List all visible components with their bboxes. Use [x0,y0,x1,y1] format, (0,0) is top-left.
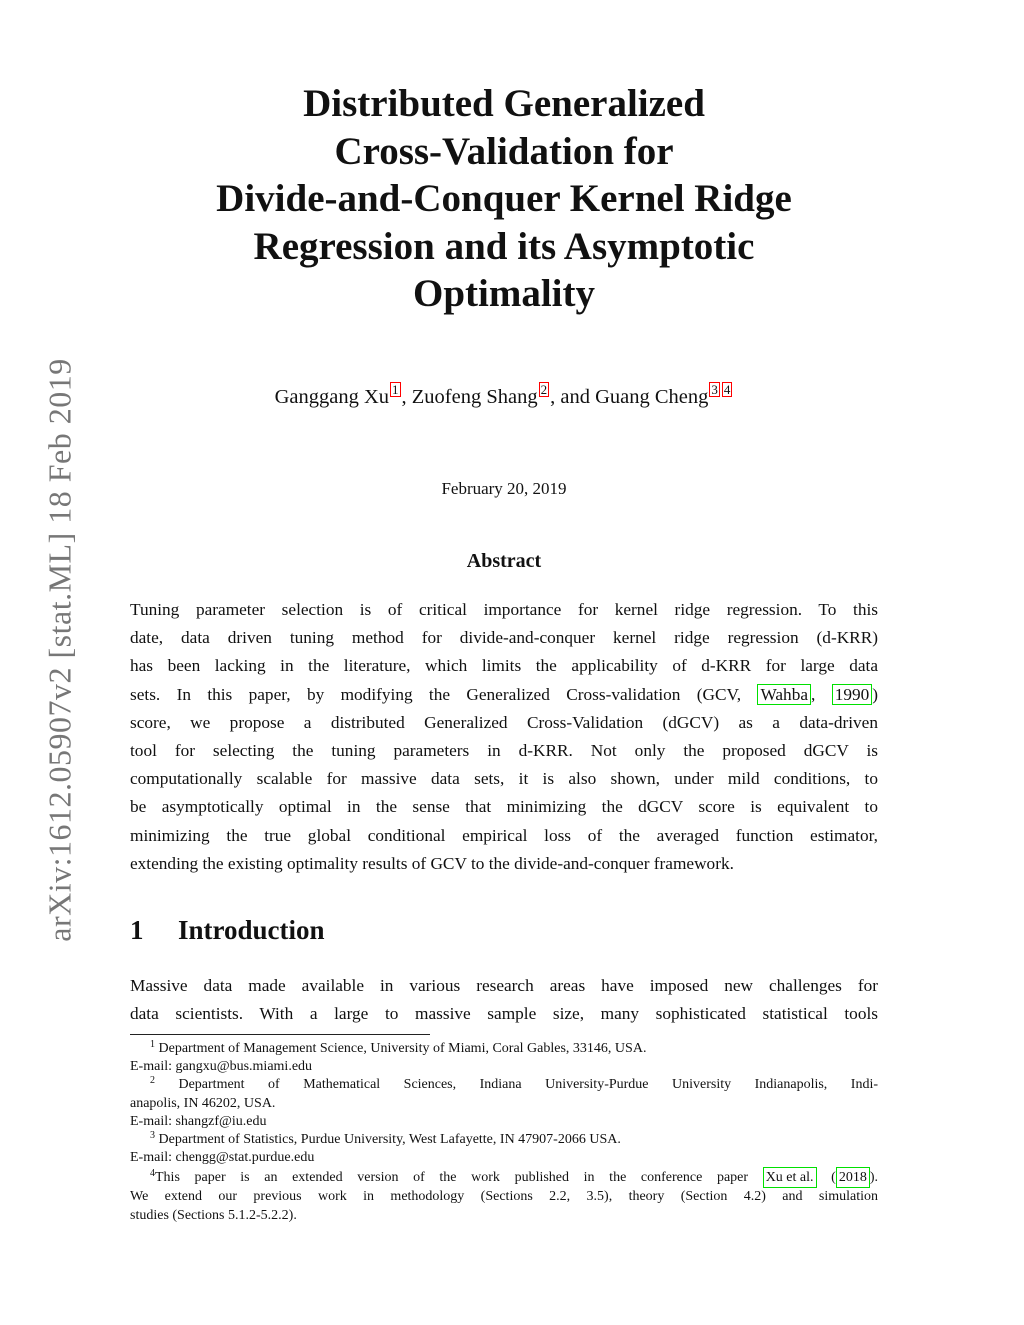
title-line: Optimality [413,272,595,315]
footnote-link-2[interactable]: 2 [540,382,548,397]
footnote-text: ). [869,1170,878,1186]
footnote-text: Department of Management Science, University of Miami, Coral Gables, 33146, USA. [155,1041,647,1056]
footnote-rule [130,1034,430,1035]
citation-link-2018[interactable]: 2018 [836,1167,870,1188]
abstract-line: score, we propose a distributed Generalized Cross-Validation (dGCV) as a data-driven [130,712,878,732]
abstract-line: minimizing the true global conditional empirical loss of the averaged function estimator, [130,825,878,845]
abstract-body [130,596,878,878]
body-line: Massive data made available in various research areas have imposed new challenges for [130,976,878,995]
footnote-link-1[interactable]: 1 [392,382,399,397]
footnote-text: ( [816,1170,836,1186]
abstract-line: computationally scalable for massive data sets, it is also shown, under mild conditions, to [130,769,878,789]
abstract-line: extending the existing optimality results of GCV to the divide-and-conquer framework. [130,853,734,873]
footnote-text: studies (Sections 5.1.2-5.2.2). [130,1207,297,1223]
paper-title [130,80,878,318]
abstract-text: ) [872,684,879,704]
footnote-email: E-mail: chengg@stat.purdue.edu [130,1150,315,1166]
footnote-email: E-mail: gangxu@bus.miami.edu [130,1059,313,1075]
author-name: , and Guang Cheng [550,386,709,408]
footnote-1 [130,1040,878,1058]
footnote-email: E-mail: shangzf@iu.edu [130,1113,267,1129]
abstract-text: , [811,684,832,704]
footnote-text: Department of Statistics, Purdue University, West Lafayette, IN 47907-2066 USA. [155,1132,621,1148]
citation-link-xu-et-al[interactable]: Xu et al. [763,1167,817,1188]
abstract-text: sets. In this paper, by modifying the Generalized Cross-validation (GCV, [130,684,758,704]
title-line: Distributed Generalized [303,82,705,125]
abstract-line: tool for selecting the tuning parameters in d-KRR. Not only the proposed dGCV is [130,740,878,760]
author-list [130,382,878,409]
abstract-line: has been lacking in the literature, which limits the applicability of d-KRR for large data [130,656,878,676]
abstract-heading: Abstract [466,550,542,572]
body-line: data scientists. With a large to massive sample size, many sophisticated statistical tools [130,1004,878,1024]
footnote-text: We extend our previous work in methodology (Sections 2.2, 3.5), theory (Section 4.2) and simulation [130,1189,878,1205]
citation-link-1990[interactable]: 1990 [832,684,873,705]
section-body [130,972,878,1028]
section-number: 1 [130,915,144,945]
footnote-mark: 3 [150,1130,155,1142]
footnote-link-3[interactable]: 3 [711,382,718,397]
arxiv-identifier: arXiv:1612.05907v2 [stat.ML] 18 Feb 2019 [41,358,78,942]
abstract-line: be asymptotically optimal in the sense that minimizing the dGCV score is equivalent to [130,797,878,817]
author-name: Ganggang Xu [274,386,390,408]
section-title: Introduction [178,915,325,945]
abstract-line: Tuning parameter selection is of critical importance for kernel ridge regression. To this [130,600,878,619]
footnotes [130,1040,878,1225]
footnote-4 [130,1167,878,1188]
publication-date: February 20, 2019 [441,479,567,498]
title-line: Divide-and-Conquer Kernel Ridge [216,177,792,220]
footnote-mark: 4 [150,1168,155,1180]
footnote-text: Department of Mathematical Sciences, Indiana University-Purdue University Indianapolis, Indi- [155,1077,878,1093]
footnote-text: anapolis, IN 46202, USA. [130,1095,276,1111]
citation-link-wahba[interactable]: Wahba [757,684,811,705]
abstract-line: date, data driven tuning method for divide-and-conquer kernel ridge regression (d-KRR) [130,628,878,648]
footnote-mark: 1 [150,1039,155,1050]
footnote-text: This paper is an extended version of the work published in the conference paper [155,1170,763,1186]
footnote-3 [130,1131,878,1149]
author-name: , Zuofeng Shang [401,386,538,408]
title-line: Regression and its Asymptotic [253,224,755,268]
footnote-link-4[interactable]: 4 [723,382,731,397]
footnote-mark: 2 [150,1075,155,1087]
section-heading [130,915,325,946]
abstract-line [130,681,878,709]
footnote-2 [130,1076,878,1094]
title-line: Cross-Validation for [334,129,674,173]
